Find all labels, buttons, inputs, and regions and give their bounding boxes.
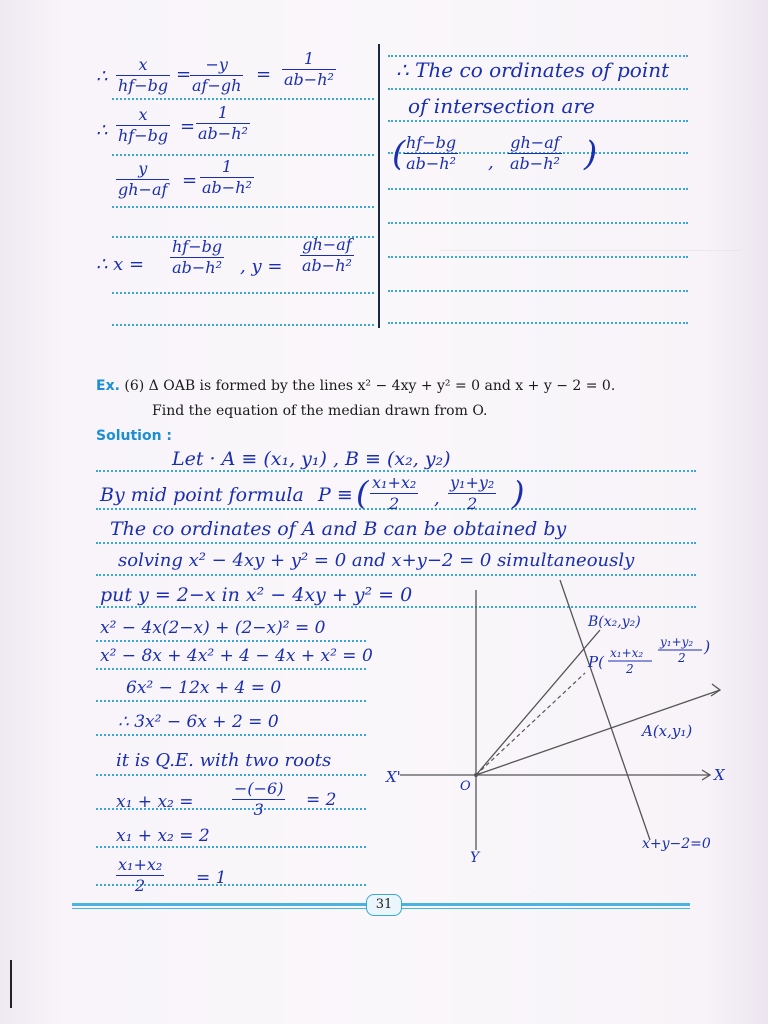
fraction: 1 ab−h²	[284, 49, 334, 89]
page-number: 31	[366, 894, 402, 916]
median-op	[476, 673, 585, 775]
solution-line-1: Let · A ≡ (x₁, y₁) , B ≡ (x₂, y₂)	[172, 448, 451, 470]
ruled-line	[96, 640, 366, 642]
label-p-n1: x₁+x₂	[610, 646, 644, 660]
right-heading-line-1: ∴ The co ordinates of point	[396, 58, 670, 82]
bleed-through-smudge	[440, 250, 740, 311]
solution-line-5: put y = 2−x in x² − 4xy + y² = 0	[100, 584, 413, 606]
fraction: 1 ab−h²	[202, 157, 252, 197]
ruled-line	[96, 668, 366, 670]
fraction: x hf−bg	[118, 55, 169, 95]
solution-line-4: solving x² − 4xy + y² = 0 and x+y−2 = 0 simultaneously	[118, 550, 635, 571]
label-p-d2: 2	[678, 651, 686, 665]
fraction: y gh−af	[118, 159, 168, 199]
label-p-suffix: )	[704, 637, 711, 656]
ruled-line	[112, 98, 374, 100]
ruled-line	[388, 120, 688, 122]
right-heading-line-2: of intersection are	[408, 94, 595, 118]
origin-point	[474, 773, 478, 777]
ruled-line	[388, 222, 688, 224]
label-line-ab: x+y−2=0	[642, 836, 711, 852]
solution-label: Solution :	[96, 428, 173, 444]
ruled-line	[96, 542, 696, 544]
solution-line-6: x² − 4x(2−x) + (2−x)² = 0	[100, 618, 326, 638]
fraction: x₁+x₂ 2	[118, 855, 163, 895]
solution-line-8: 6x² − 12x + 4 = 0	[126, 678, 282, 698]
fraction: x₁+x₂ 2	[372, 473, 417, 513]
example-label: Ex.	[96, 378, 120, 394]
ruled-line	[388, 290, 688, 292]
ruled-line	[112, 154, 374, 156]
ruled-line	[388, 88, 688, 90]
ruled-line	[112, 292, 374, 294]
fraction: 1 ab−h²	[198, 103, 248, 143]
example-text-2: Find the equation of the median drawn from O.	[152, 403, 488, 419]
ruled-line	[96, 846, 366, 848]
label-p-prefix: P(	[588, 653, 604, 671]
ruled-line	[112, 206, 374, 208]
ruled-line	[96, 774, 366, 776]
fraction: hf−bg ab−h²	[406, 133, 457, 173]
fraction: hf−bg ab−h²	[172, 237, 223, 277]
fraction: y₁+y₂ 2	[450, 473, 495, 513]
label-x-prime: X'	[386, 768, 401, 786]
ruled-line	[96, 470, 696, 472]
solution-line-3: The co ordinates of A and B can be obtained by	[110, 518, 567, 540]
ruled-line	[112, 324, 374, 326]
label-x: X	[714, 766, 725, 784]
example-statement	[96, 378, 615, 394]
label-b: B(x₂,y₂)	[588, 614, 641, 630]
solution-line-7: x² − 8x + 4x² + 4 − 4x + x² = 0	[100, 646, 373, 666]
solution-line-2: By mid point formula	[100, 484, 304, 506]
example-text-1: Δ OAB is formed by the lines x² − 4xy + y² = 0 and x + y − 2 = 0.	[148, 378, 616, 394]
column-divider	[378, 44, 380, 328]
label-a: A(x,y₁)	[642, 722, 693, 740]
ruled-line	[96, 700, 366, 702]
fraction: −(−6) 3	[234, 779, 284, 819]
triangle-sketch	[380, 570, 768, 870]
scan-edge-mark	[10, 960, 12, 1008]
fraction: −y af−gh	[192, 55, 242, 95]
ruled-line	[388, 55, 688, 57]
solution-line-9: ∴ 3x² − 6x + 2 = 0	[118, 712, 279, 732]
label-y: Y	[470, 850, 480, 866]
fraction: gh−af ab−h²	[510, 133, 560, 173]
ruled-line	[388, 256, 688, 258]
fraction: gh−af ab−h²	[302, 235, 352, 275]
label-p-n2: y₁+y₂	[660, 635, 694, 649]
ruled-line	[96, 734, 366, 736]
example-number: (6)	[124, 378, 145, 394]
solution-line-11: x₁ + x₂ = 2	[116, 826, 210, 846]
label-o: O	[460, 779, 471, 794]
solution-line-10: it is Q.E. with two roots	[116, 750, 332, 771]
label-p-d1: 2	[626, 662, 634, 676]
fraction: x hf−bg	[118, 105, 169, 145]
ruled-line	[388, 322, 688, 324]
ruled-line	[388, 188, 688, 190]
